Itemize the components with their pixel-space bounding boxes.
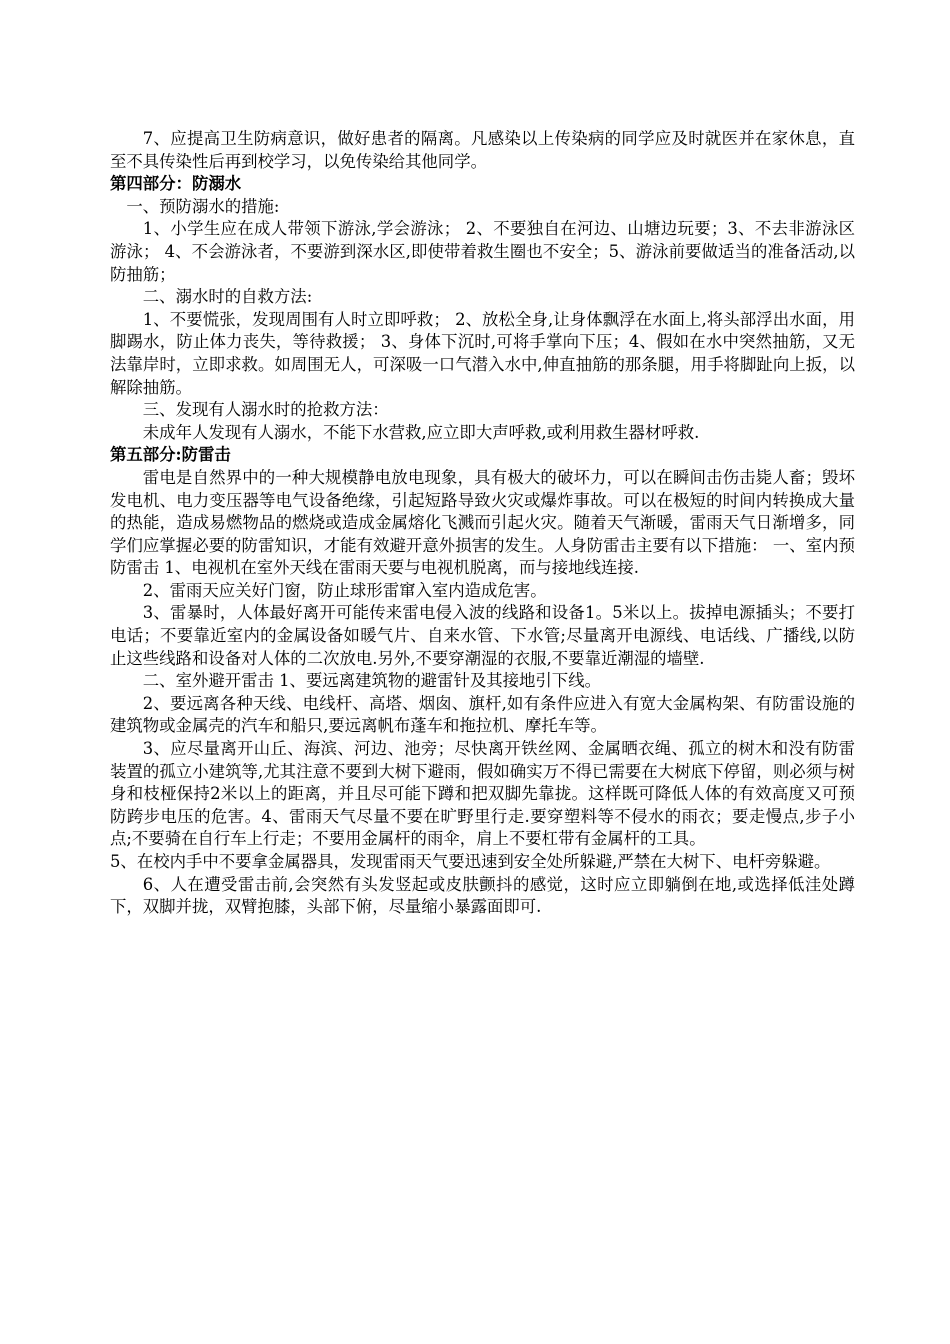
paragraph-outdoor-2: 2、要远离各种天线、电线杆、高塔、烟囱、旗杆,如有条件应进入有宽大金属构架、有防雷设施的建筑物或金属壳的汽车和船只,要远离帆布蓬车和拖拉机、摩托车等。 [110, 693, 855, 736]
subheading-prevention: 一、预防溺水的措施: [126, 196, 280, 216]
paragraph-outdoor-5: 5、在校内手中不要拿金属器具，发现雷雨天气要迅速到安全处所躲避,严禁在大树下、电杆旁躲避。 [110, 852, 831, 871]
subheading-self-rescue: 二、溺水时的自救方法: [142, 287, 313, 307]
paragraph-hygiene-7: 7、应提高卫生防病意识，做好患者的隔离。凡感染以上传染病的同学应及时就医并在家休息，直至不具传染性后再到校学习，以免传染给其他同学。 [110, 129, 855, 171]
paragraph-lightning-intro: 雷电是自然界中的一种大规模静电放电现象，具有极大的破坏力，可以在瞬间击伤击毙人畜；毁坏发电机、电力变压器等电气设备绝缘，引起短路导致火灾或爆炸事故。可以在极短的时间内转换成大量的热能，造成易燃物品的燃烧或造成金属熔化飞溅而引起火灾。随着天气渐暖，雷雨天气日渐增多，同学们应掌握必要的防雷知识，才能有效避开意外损害的发生。人身防雷击主要有以下措施： 一、室内预防雷击 1、电视机在室外天线在雷雨天要与电视机脱离，而与接地线连接. [110, 467, 855, 578]
paragraph-rescue-others: 未成年人发现有人溺水，不能下水营救,应立即大声呼救,或利用救生器材呼救. [142, 422, 700, 442]
document-page [110, 128, 855, 919]
heading-part4-drowning: 第四部分：防溺水 [110, 174, 242, 194]
subheading-rescue-others: 三、发现有人溺水时的抢救方法： [142, 400, 389, 420]
paragraph-self-rescue-list: 1、不要慌张，发现周围有人时立即呼救； 2、放松全身,让身体飘浮在水面上,将头部浮出水面，用脚踢水，防止体力丧失，等待救援； 3、身体下沉时,可将手掌向下压；4、假如在水中突然抽筋，又无法靠岸时，立即求救。如周围无人，可深吸一口气潜入水中,伸直抽筋的那条腿，用手将脚趾向上扳，以解除抽筋。 [110, 309, 855, 397]
paragraph-outdoor-1: 二、室外避开雷击 1、要远离建筑物的避雷针及其接地引下线。 [142, 671, 601, 691]
paragraph-indoor-2: 2、雷雨天应关好门窗，防止球形雷窜入室内造成危害。 [142, 580, 547, 600]
paragraph-outdoor-6: 6、人在遭受雷击前,会突然有头发竖起或皮肤颤抖的感觉，这时应立即躺倒在地,或选择低洼处蹲下，双脚并拢，双臂抱膝，头部下俯，尽量缩小暴露面即可. [110, 874, 855, 917]
paragraph-outdoor-3: 3、应尽量离开山丘、海滨、河边、池旁；尽快离开铁丝网、金属晒衣绳、孤立的树木和没有防雷装置的孤立小建筑等,尤其注意不要到大树下避雨，假如确实万不得已需要在大树底下停留，则必须与树身和枝桠保持2米以上的距离，并且尽可能下蹲和把双脚先靠拢。这样既可降低人体的有效高度又可预防跨步电压的危害。4、雷雨天气尽量不要在旷野里行走.要穿塑料等不侵水的雨衣；要走慢点,步子小点;不要骑在自行车上行走；不要用金属杆的雨伞，肩上不要杠带有金属杆的工具。 [110, 739, 855, 849]
heading-part5-lightning: 第五部分:防雷击 [110, 445, 231, 465]
paragraph-prevention-list: 1、小学生应在成人带领下游泳,学会游泳； 2、不要独自在河边、山塘边玩要；3、不去非游泳区游泳； 4、不会游泳者，不要游到深水区,即使带着救生圈也不安全；5、游泳前要做适当的准备活动,以防抽筋； [110, 219, 855, 284]
paragraph-indoor-3: 3、雷暴时，人体最好离开可能传来雷电侵入波的线路和设备1。5米以上。拔掉电源插头；不要打电话；不要靠近室内的金属设备如暖气片、自来水管、下水管;尽量离开电源线、电话线、广播线,以防止这些线路和设备对人体的二次放电.另外,不要穿潮湿的衣服,不要靠近潮湿的墙壁. [110, 603, 855, 668]
